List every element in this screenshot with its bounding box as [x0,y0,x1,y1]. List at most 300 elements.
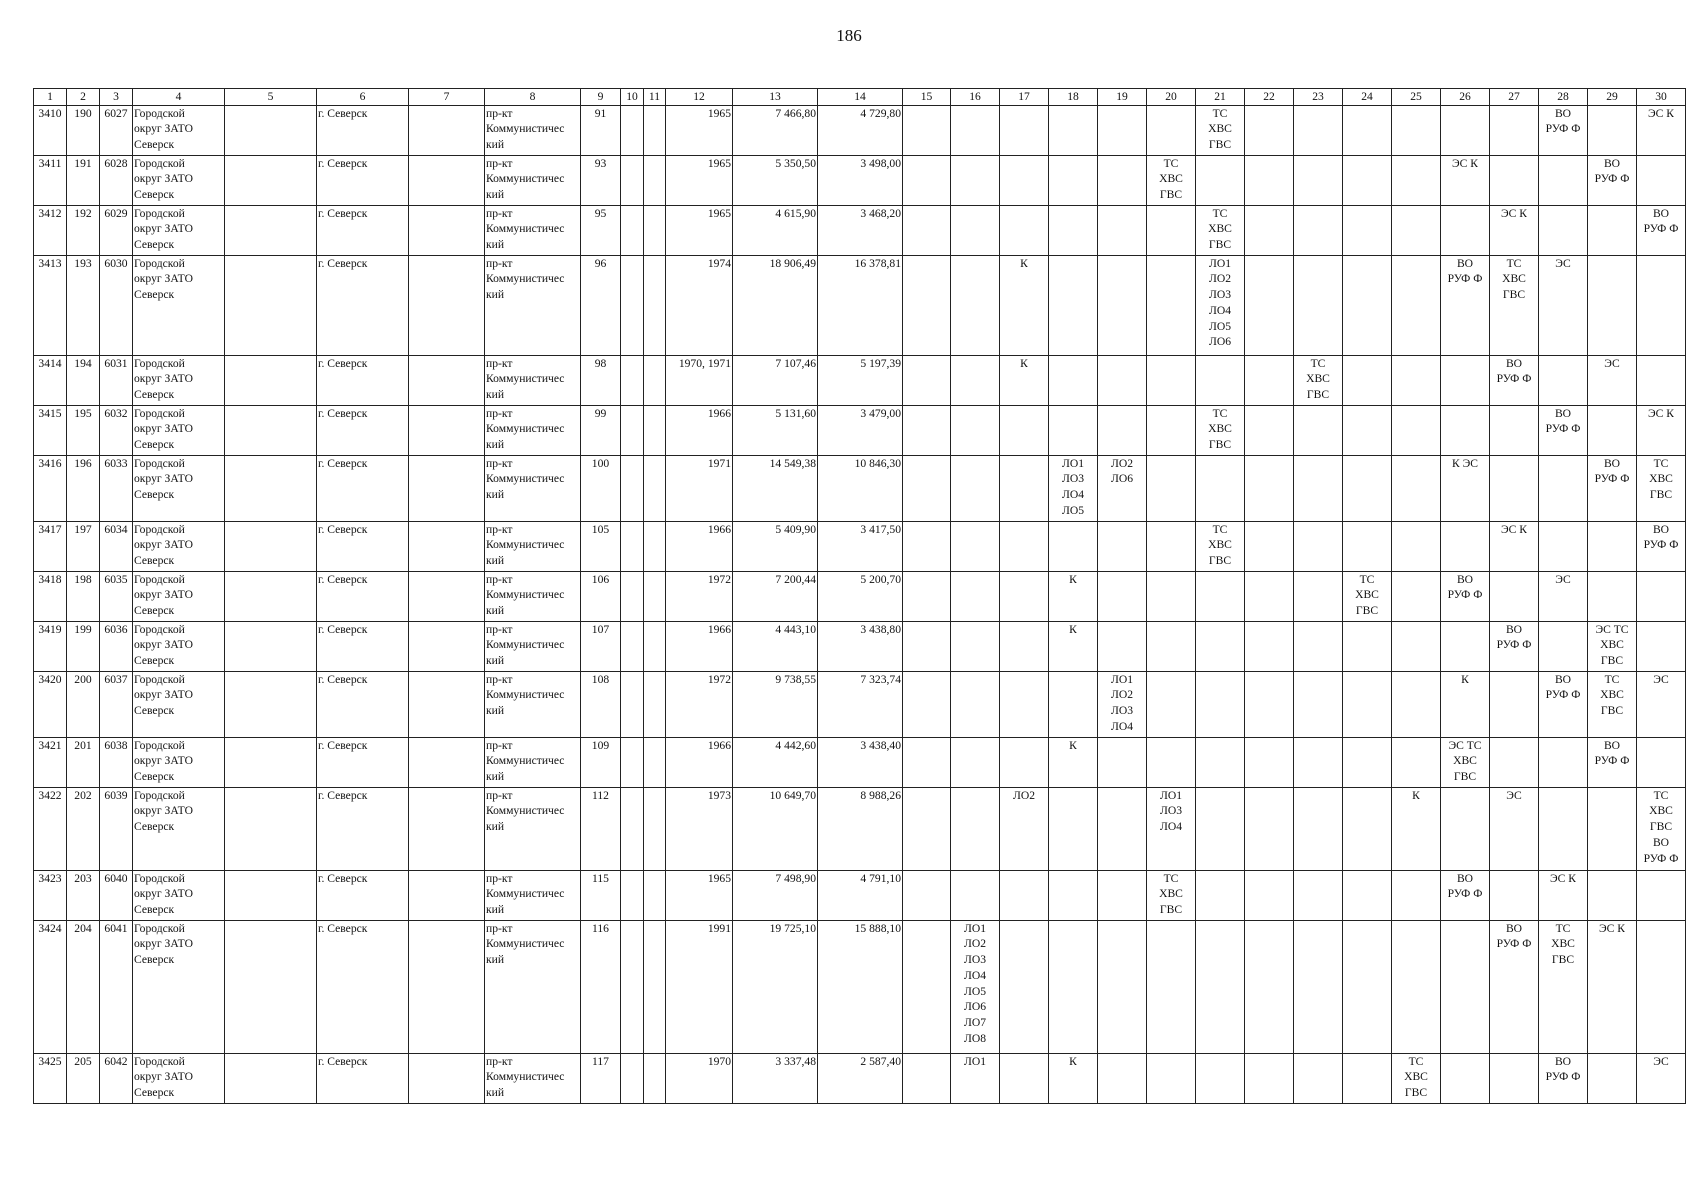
table-cell [1392,621,1441,671]
cell-line: Северск [134,188,175,202]
table-cell: 197 [67,521,100,571]
table-cell [1245,920,1294,1053]
table-cell [1588,455,1637,521]
table-cell [1098,737,1147,787]
table-cell: 1970, 1971 [666,355,733,405]
cell-line: пр-кт [486,206,513,220]
table-cell [1441,205,1490,255]
table-cell [409,405,485,455]
table-cell: 5 350,50 [733,155,818,205]
cell-line: кий [486,438,505,452]
table-cell [1588,621,1637,671]
table-cell: 5 197,39 [818,355,903,405]
column-header: 2 [67,89,100,106]
table-cell [1196,455,1245,521]
table-cell [1098,105,1147,155]
table-cell: г. Северск [317,205,409,255]
table-cell: 1966 [666,621,733,671]
cell-line: ГВС [1649,820,1673,834]
table-cell [485,1053,581,1103]
cell-line: округ ЗАТО [134,804,193,818]
table-cell [1637,255,1686,355]
table-cell [1588,737,1637,787]
table-cell [1000,870,1049,920]
table-cell [1196,737,1245,787]
cell-line: Городской [134,522,185,536]
table-cell: 6035 [100,571,133,621]
table-cell [1098,571,1147,621]
table-cell: 199 [67,621,100,671]
table-cell [485,671,581,737]
cell-line: округ ЗАТО [134,372,193,386]
table-cell: 1966 [666,521,733,571]
table-cell [951,920,1000,1053]
cell-line: кий [486,903,505,917]
table-cell [1098,1053,1147,1103]
table-cell [485,521,581,571]
table-cell: 3424 [34,920,67,1053]
table-cell [621,255,644,355]
column-header: 1 [34,89,67,106]
table-cell [133,255,225,355]
cell-line: пр-кт [486,106,513,120]
table-cell [1490,155,1539,205]
cell-line: пр-кт [486,572,513,586]
table-cell [1343,671,1392,737]
cell-line: ТС [1212,206,1228,220]
table-cell [644,355,666,405]
table-cell [1539,355,1588,405]
table-cell: 3412 [34,205,67,255]
table-cell [1637,355,1686,405]
table-cell [133,571,225,621]
table-cell: 3419 [34,621,67,671]
cell-line: ВО [1505,622,1523,636]
table-cell: ЛО2 [1000,787,1049,870]
table-cell [133,1053,225,1103]
cell-line: ХВС [1208,122,1232,136]
table-cell [1098,405,1147,455]
cell-line: ЛО5 [963,984,987,998]
table-cell [903,521,951,571]
table-cell [1098,205,1147,255]
table-cell: 3 438,80 [818,621,903,671]
table-row [34,105,1686,155]
table-cell: 196 [67,455,100,521]
table-cell: К [1049,737,1098,787]
cell-line: ВО [1554,106,1572,120]
table-cell: 191 [67,155,100,205]
cell-line: ВО [1652,522,1670,536]
table-cell [644,737,666,787]
cell-line: ВО [1456,256,1474,270]
table-cell [1000,405,1049,455]
table-cell [1392,155,1441,205]
cell-line: ГВС [1453,770,1477,784]
cell-line: Городской [134,406,185,420]
table-cell [1441,105,1490,155]
table-cell: 6031 [100,355,133,405]
column-header: 22 [1245,89,1294,106]
table-cell [225,920,317,1053]
table-cell [1392,671,1441,737]
cell-line: Северск [134,820,175,834]
cell-line: ЛО4 [963,968,987,982]
table-cell [951,870,1000,920]
table-cell [1637,155,1686,205]
table-cell [903,155,951,205]
table-cell: ЭС [1490,787,1539,870]
column-header: 28 [1539,89,1588,106]
table-cell [1343,355,1392,405]
cell-line: кий [486,770,505,784]
table-cell [485,455,581,521]
table-cell [1098,521,1147,571]
table-cell: 1970 [666,1053,733,1103]
table-cell [1245,671,1294,737]
table-cell [951,621,1000,671]
table-cell: 194 [67,355,100,405]
table-cell [1343,1053,1392,1103]
column-header: 21 [1196,89,1245,106]
table-cell: ЛО1 [951,1053,1000,1103]
cell-line: кий [486,953,505,967]
table-cell: 10 649,70 [733,787,818,870]
table-cell [621,870,644,920]
cell-line: кий [486,820,505,834]
table-cell: ЭС К [1490,521,1539,571]
table-cell [1441,621,1490,671]
table-cell: г. Северск [317,621,409,671]
cell-line: кий [486,554,505,568]
column-header: 24 [1343,89,1392,106]
column-header: 9 [581,89,621,106]
cell-line: Северск [134,903,175,917]
table-cell [409,521,485,571]
cell-line: ГВС [1208,438,1232,452]
table-cell: 7 498,90 [733,870,818,920]
cell-line: ВО [1603,456,1621,470]
table-cell [951,355,1000,405]
table-cell [621,737,644,787]
cell-line: Коммунистичес [486,804,565,818]
cell-line: Городской [134,672,185,686]
column-header: 6 [317,89,409,106]
table-cell: 6029 [100,205,133,255]
cell-line: ГВС [1355,604,1379,618]
table-cell: 6028 [100,155,133,205]
column-header: 13 [733,89,818,106]
table-cell [903,255,951,355]
table-cell [1539,920,1588,1053]
cell-line: ХВС [1649,472,1673,486]
table-cell: 106 [581,571,621,621]
table-cell: 6040 [100,870,133,920]
table-cell [133,521,225,571]
table-cell [1490,920,1539,1053]
table-cell [903,621,951,671]
cell-line: Коммунистичес [486,372,565,386]
table-cell: 109 [581,737,621,787]
cell-line: ТС [1212,406,1228,420]
table-cell: 3425 [34,1053,67,1103]
table-row [34,521,1686,571]
table-cell: 1965 [666,105,733,155]
table-cell [903,105,951,155]
table-cell [409,255,485,355]
table-cell [1294,1053,1343,1103]
table-cell [1588,155,1637,205]
table-cell [1245,205,1294,255]
column-header: 4 [133,89,225,106]
cell-line: Северск [134,604,175,618]
cell-line: Городской [134,456,185,470]
table-cell [485,405,581,455]
cell-line: Северск [134,238,175,252]
table-cell [951,521,1000,571]
table-cell [621,621,644,671]
table-cell [1196,105,1245,155]
header-row [34,89,1686,106]
table-row [34,455,1686,521]
column-header: 15 [903,89,951,106]
table-cell: 1965 [666,205,733,255]
cell-line: РУФ Ф [1594,172,1630,186]
table-cell [409,920,485,1053]
table-cell [1147,521,1196,571]
table-cell [621,521,644,571]
table-cell [1392,205,1441,255]
table-cell [1392,255,1441,355]
table-cell [903,870,951,920]
table-cell [1049,521,1098,571]
table-cell [951,255,1000,355]
table-cell [1147,787,1196,870]
table-cell [1441,920,1490,1053]
table-cell [1049,870,1098,920]
cell-line: ХВС [1600,638,1624,652]
cell-line: ЛО2 [1208,272,1232,286]
table-cell [1343,571,1392,621]
table-cell: 3415 [34,405,67,455]
cell-line: пр-кт [486,406,513,420]
cell-line: ГВС [1208,138,1232,152]
cell-line: ГВС [1159,188,1183,202]
table-cell [1245,521,1294,571]
table-cell [1000,155,1049,205]
table-cell: ЭС К [1539,870,1588,920]
table-cell [1637,521,1686,571]
cell-line: Коммунистичес [486,122,565,136]
page-number: 186 [836,26,862,45]
column-header: 14 [818,89,903,106]
table-cell: 3413 [34,255,67,355]
table-cell [133,787,225,870]
cell-line: округ ЗАТО [134,754,193,768]
table-cell: 3 479,00 [818,405,903,455]
cell-line: ГВС [1600,704,1624,718]
cell-line: РУФ Ф [1447,588,1483,602]
cell-line: Городской [134,622,185,636]
table-cell: 8 988,26 [818,787,903,870]
table-cell: ЭС [1588,355,1637,405]
table-cell [1637,920,1686,1053]
table-cell [1196,621,1245,671]
table-cell [1196,870,1245,920]
cell-line: Коммунистичес [486,754,565,768]
table-cell [903,671,951,737]
table-cell: 91 [581,105,621,155]
table-cell [1441,405,1490,455]
table-cell: 108 [581,671,621,737]
table-cell [1294,255,1343,355]
table-cell [1000,621,1049,671]
table-cell [1539,521,1588,571]
column-header: 18 [1049,89,1098,106]
table-cell: 2 587,40 [818,1053,903,1103]
table-cell [409,621,485,671]
table-cell: 3423 [34,870,67,920]
table-cell: 3 417,50 [818,521,903,571]
cell-line: ХВС [1404,1070,1428,1084]
table-cell: 7 466,80 [733,105,818,155]
table-cell [1637,205,1686,255]
table-cell [1490,571,1539,621]
table-cell: 6037 [100,671,133,737]
cell-line: ЛО2 [1110,688,1134,702]
table-cell [485,920,581,1053]
table-cell: ЭС [1539,255,1588,355]
cell-line: Северск [134,953,175,967]
table-cell [1490,255,1539,355]
table-cell [1490,671,1539,737]
table-cell [644,787,666,870]
table-cell [1000,1053,1049,1103]
table-cell [1588,870,1637,920]
table-cell [621,1053,644,1103]
cell-line: пр-кт [486,871,513,885]
cell-line: кий [486,288,505,302]
table-cell: 93 [581,155,621,205]
cell-line: ЛО4 [1110,719,1134,733]
cell-line: ЛО6 [963,1000,987,1014]
cell-line: ЛО3 [1061,472,1085,486]
table-cell [1049,787,1098,870]
cell-line: ЛО1 [1110,672,1134,686]
table-cell: 6039 [100,787,133,870]
cell-line: Северск [134,438,175,452]
cell-line: ТС [1653,788,1669,802]
table-cell [951,455,1000,521]
cell-line: ТС [1163,871,1179,885]
table-cell: 105 [581,521,621,571]
cell-line: Городской [134,921,185,935]
table-cell [1049,205,1098,255]
table-cell: 6030 [100,255,133,355]
table-cell [1147,671,1196,737]
table-cell [1588,405,1637,455]
cell-line: ЛО2 [1110,456,1134,470]
table-cell: К [1049,621,1098,671]
table-cell [225,1053,317,1103]
table-cell [1637,870,1686,920]
table-cell [1441,737,1490,787]
cell-line: Коммунистичес [486,172,565,186]
table-cell: 112 [581,787,621,870]
table-cell: 3410 [34,105,67,155]
table-cell [1588,521,1637,571]
cell-line: Северск [134,704,175,718]
table-cell: 201 [67,737,100,787]
cell-line: ГВС [1404,1086,1428,1100]
table-cell [1196,920,1245,1053]
cell-line: округ ЗАТО [134,588,193,602]
table-cell [1294,737,1343,787]
table-cell: К [1049,571,1098,621]
table-cell [1147,155,1196,205]
table-cell [1098,255,1147,355]
column-header: 12 [666,89,733,106]
table-cell [1098,870,1147,920]
table-cell [1196,1053,1245,1103]
table-cell [1392,920,1441,1053]
table-cell [485,621,581,671]
cell-line: ГВС [1306,388,1330,402]
cell-line: ЛО2 [963,937,987,951]
cell-line: Северск [134,488,175,502]
table-cell: ЭС К [1588,920,1637,1053]
table-cell [409,737,485,787]
cell-line: ЭС ТС [1595,622,1629,636]
table-cell: 205 [67,1053,100,1103]
table-cell [903,405,951,455]
table-cell [621,787,644,870]
table-cell: 1965 [666,870,733,920]
cell-line: ЛО7 [963,1015,987,1029]
table-cell: 1966 [666,737,733,787]
table-cell: 117 [581,1053,621,1103]
table-cell: 116 [581,920,621,1053]
cell-line: пр-кт [486,921,513,935]
table-cell [1098,787,1147,870]
table-cell [903,737,951,787]
table-cell [903,571,951,621]
table-cell [133,621,225,671]
table-cell [1196,155,1245,205]
cell-line: РУФ Ф [1447,887,1483,901]
table-cell: 190 [67,105,100,155]
table-cell: 9 738,55 [733,671,818,737]
cell-line: ХВС [1159,887,1183,901]
column-header: 11 [644,89,666,106]
table-cell [1392,355,1441,405]
cell-line: ГВС [1649,488,1673,502]
table-cell: 6027 [100,105,133,155]
table-row [34,205,1686,255]
cell-line: пр-кт [486,456,513,470]
cell-line: РУФ Ф [1643,538,1679,552]
table-cell [644,920,666,1053]
table-cell [621,571,644,621]
table-cell [1490,737,1539,787]
table-cell [1196,571,1245,621]
table-cell [1539,621,1588,671]
table-cell [1490,1053,1539,1103]
table-cell [1343,155,1392,205]
table-cell [644,870,666,920]
cell-line: ТС [1555,921,1571,935]
table-cell [1392,521,1441,571]
